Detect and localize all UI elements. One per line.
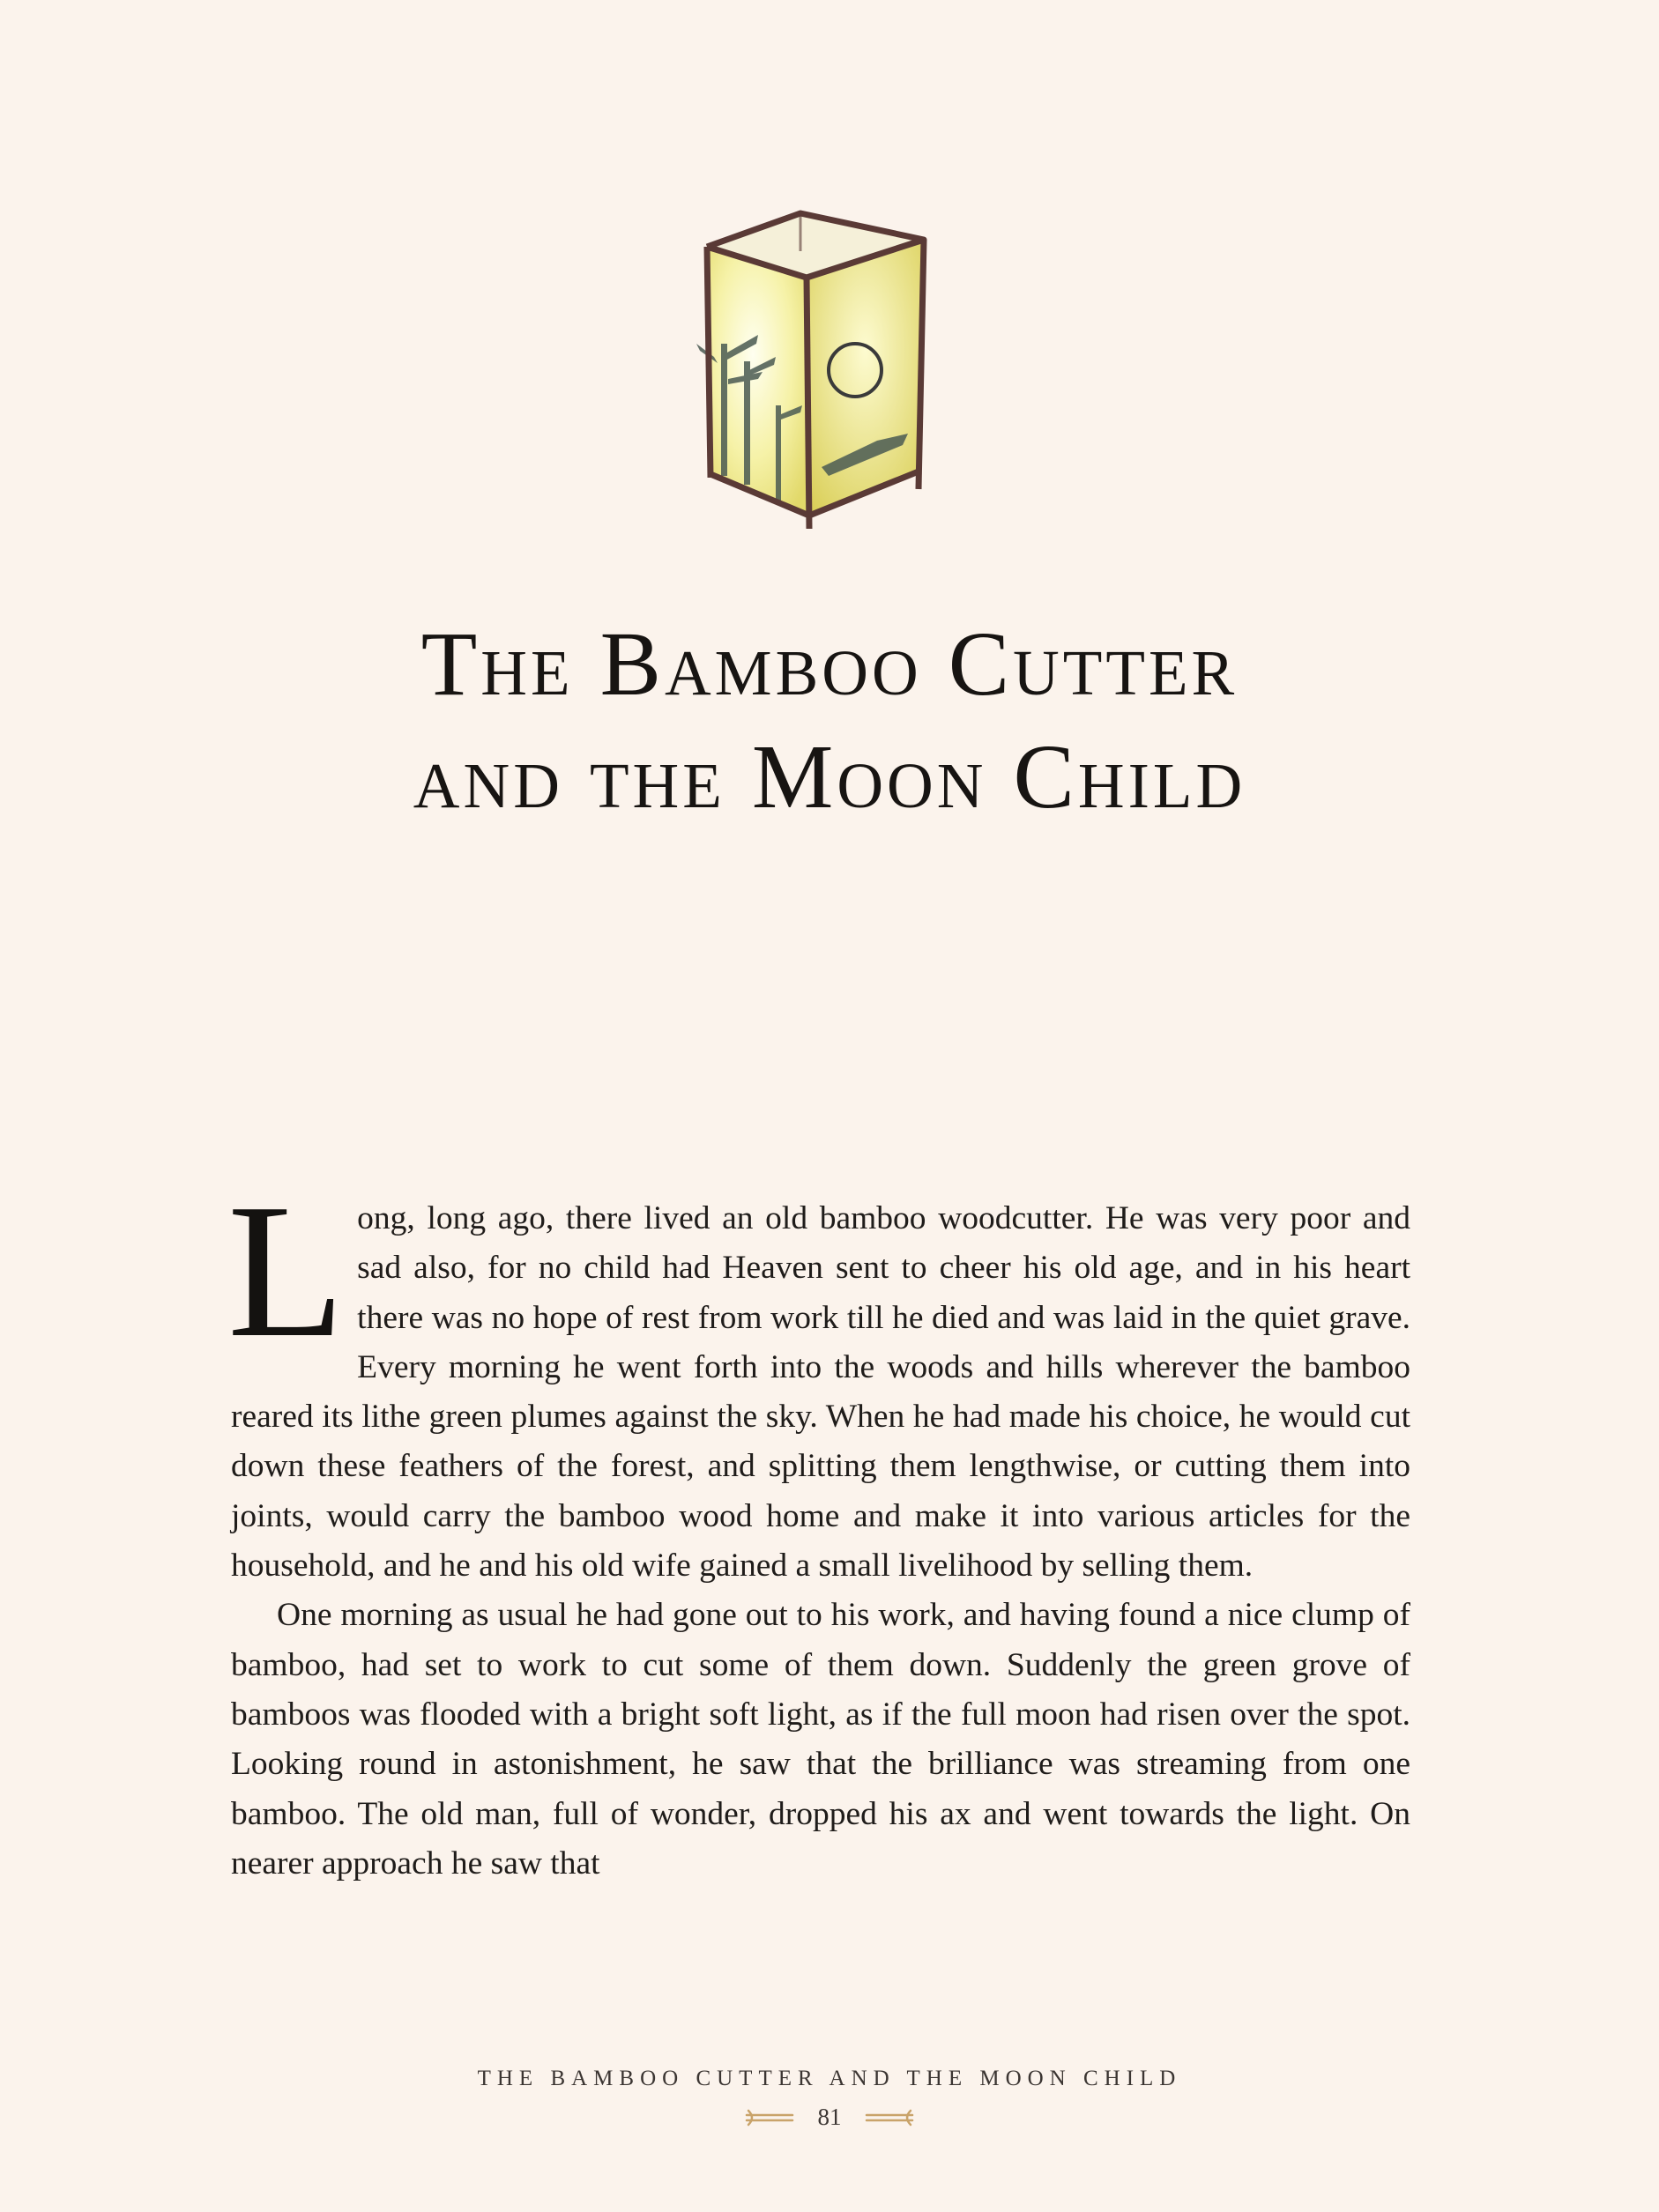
paragraph-2: One morning as usual he had gone out to his work, and having found a nice clump of bamboo, had set to work to cut some of them down. Suddenly the green grove of bamboos was flooded with a bright soft light, as if the full moon had risen over the spot. Looking round in astonishment, he saw that the brilliance was streaming from one bamboo. The old man, full of wonder, dropped his ax and went towards the light. On nearer approach he saw that bbox=[231, 1597, 1410, 1882]
bamboo-lantern-icon bbox=[688, 203, 952, 538]
paragraph-1 bbox=[227, 1165, 1410, 1591]
left-ornament-icon bbox=[743, 2107, 796, 2128]
chapter-title-line-2: and the Moon Child bbox=[413, 726, 1246, 828]
chapter-body bbox=[227, 1165, 1410, 1889]
running-footer-title: THE BAMBOO CUTTER AND THE MOON CHILD bbox=[477, 2067, 1182, 2090]
right-ornament-icon bbox=[863, 2107, 916, 2128]
paragraph-1-text: ong, long ago, there lived an old bamboo woodcutter. He was very poor and sad also, for no child had Heaven sent to cheer his old age, and in his heart there was no hope of rest from work till he died and was laid in the quiet grave. Every morning he went forth into the woods and hills wherever the bamboo reared its lithe green plumes against the sky. When he had made his choice, he would cut down these feathers of the forest, and splitting them lengthwise, or cutting them into joints, would carry the bamboo wood home and make it into various articles for the household, and he and his old wife gained a small livelihood by selling them. bbox=[231, 1200, 1410, 1585]
drop-cap: L bbox=[227, 1165, 346, 1377]
page-number: 81 bbox=[817, 2104, 842, 2131]
page-folio bbox=[0, 2102, 1659, 2131]
chapter-title-line-1: The Bamboo Cutter bbox=[420, 613, 1239, 715]
chapter-title bbox=[0, 608, 1659, 834]
